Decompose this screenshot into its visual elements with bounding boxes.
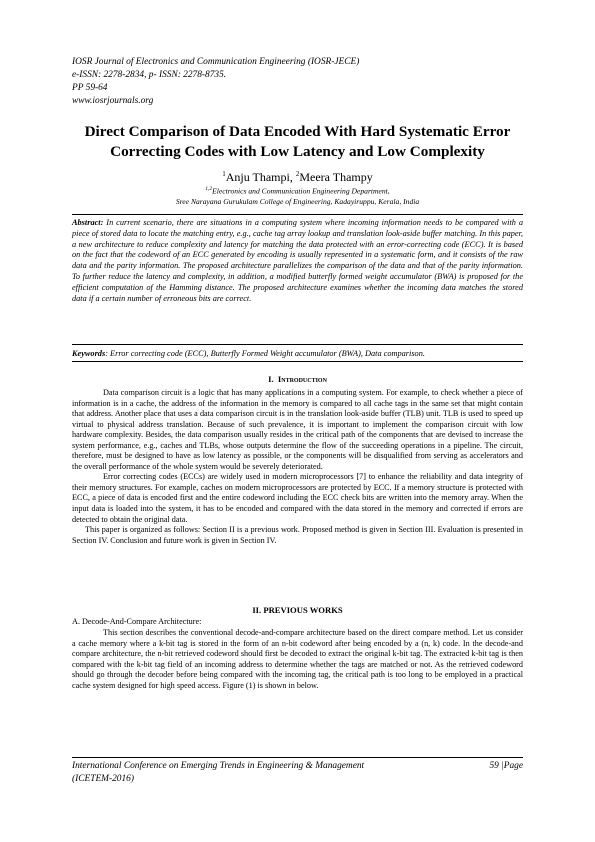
- journal-website: www.iosrjournals.org: [72, 96, 154, 106]
- title-line-2: Correcting Codes with Low Latency and Low Complexity: [110, 142, 485, 160]
- journal-name: IOSR Journal of Electronics and Communication Engineering (IOSR-JECE): [72, 57, 360, 67]
- abstract-bottom-rule: [72, 344, 523, 345]
- page-footer: [72, 760, 523, 786]
- section-1-paragraph-2: Error correcting codes (ECCs) are widely used in modern microprocessors [7] to enhance the reliability and data integrity of their memory structures. For example, caches on modern microprocessors are protected by ECC. If a memory structure is protected with ECC, a piece of data is encoded first and the entire codeword including the ECC check bits are written into the memory array. When the input data is loaded into the system, it has to be encoded and compared with the data stored in the memory and corrected if errors are detected to obtain the original data.: [72, 472, 523, 524]
- section-2-body: [72, 628, 523, 691]
- keywords-text: : Error correcting code (ECC), Butterfly Formed Weight accumulator (BWA), Data comparison.: [105, 349, 425, 358]
- abstract-text: In current scenario, there are situations in a computing system where incoming information needs to be compared with a piece of stored data to locate the matching entry, e.g., cache tag array lookup and translation look-aside buffer matching. In this paper, a new architecture to reduce complexity and latency for matching the data protected with an error-correcting code (ECC). It is based on the fact that the codeword of an ECC generated by encoding is usually represented in a systematic form, and it consists of the raw data and the parity information. The proposed architecture parallelizes the comparison of the data and that of the parity information. To further reduce the latency and complexity, in addition, a modified butterfly formed weight accumulator (BWA) is proposed for the efficient computation of the Hamming distance. The proposed architecture examines whether the incoming data matches the stored data if a certain number of erroneous bits are correct.: [72, 218, 523, 303]
- keywords: [72, 348, 523, 359]
- affiliation-department: Electronics and Communication Engineering Department,: [212, 186, 390, 196]
- keywords-label: Keywords: [72, 349, 106, 358]
- journal-issn: e-ISSN: 2278-2834, p- ISSN: 2278-8735.: [72, 70, 227, 80]
- paper-title: [60, 122, 535, 161]
- author-2: Meera Thampy: [299, 170, 373, 184]
- section-2-paragraph-1: This section describes the conventional decode-and-compare architecture based on the direct compare method. Let us consider a cache memory where a k-bit tag is stored in the form of an n-bit codeword after being encoded by a (n, k) code. In the decode-and compare architecture, the n-bit retrieved codeword should first be decoded to extract the original k-bit tag. The extracted k-bit tag is then compared with the k-bit tag field of an incoming address to determine whether the tags are matched or not. As the retrieved codeword should go through the decoder before being compared with the incoming tag, the critical path is too long to be employed in a practical cache system designed for high speed access. Figure (1) is shown in below.: [72, 628, 523, 690]
- footer-conference: International Conference on Emerging Trends in Engineering & Management: [72, 761, 365, 771]
- footer-acronym: (ICETEM-2016): [72, 774, 134, 784]
- section-1-paragraph-3: This paper is organized as follows: Section II is a previous work. Proposed method is given in Section III. Evaluation is presented in Section IV. Conclusion and future work is given in Section IV.: [72, 525, 523, 545]
- affiliation-institution: Sree Narayana Gurukulam College of Engineering, Kadayiruppu, Kerala, India: [175, 197, 420, 207]
- section-1-heading: [72, 374, 523, 385]
- abstract: [72, 218, 523, 304]
- subsection-a-heading: A. Decode-And-Compare Architecture:: [72, 617, 202, 626]
- journal-pages: PP 59-64: [72, 83, 108, 93]
- page-number: 59 |Page: [489, 761, 523, 771]
- author-1: Anju Thampi,: [225, 170, 296, 184]
- journal-header: [72, 56, 359, 108]
- section-1-number: I.: [268, 374, 274, 384]
- affiliation-superscript: 1,2: [205, 186, 213, 192]
- author-list: [60, 167, 535, 185]
- affiliation: [60, 184, 535, 208]
- section-1-title: Introduction: [277, 374, 327, 384]
- abstract-label: Abstract:: [72, 218, 104, 227]
- abstract-top-rule: [72, 214, 523, 215]
- author-2-superscript: 2: [295, 170, 300, 178]
- section-1-body: [72, 388, 523, 546]
- footer-rule: [72, 757, 523, 758]
- title-line-1: Direct Comparison of Data Encoded With Hard Systematic Error: [84, 123, 511, 140]
- author-1-superscript: 1: [222, 170, 226, 178]
- keywords-bottom-rule: [72, 361, 523, 362]
- section-1-paragraph-1: Data comparison circuit is a logic that has many applications in a computing system. For example, to check whether a piece of information is in a cache, the address of the information in the memory is compared to all cache tags in the same set that might contain that address. Another place that uses a data comparison circuit is in the translation look-aside buffer (TLB) unit. TLB is used to speed up virtual to physical address translation. Because of such prevalence, it is important to implement the comparison circuit with low hardware complexity. Besides, the data comparison usually resides in the critical path of the components that are devised to increase the system performance, e.g., caches and TLBs, whose outputs determine the flow of the succeeding operations in a pipeline. The circuit, therefore, must be designed to have as low latency as possible, or the components will be disqualified from serving as accelerators and the overall performance of the whole system would be severely deteriorated.: [72, 388, 523, 471]
- section-2-heading: II. PREVIOUS WORKS: [252, 605, 343, 615]
